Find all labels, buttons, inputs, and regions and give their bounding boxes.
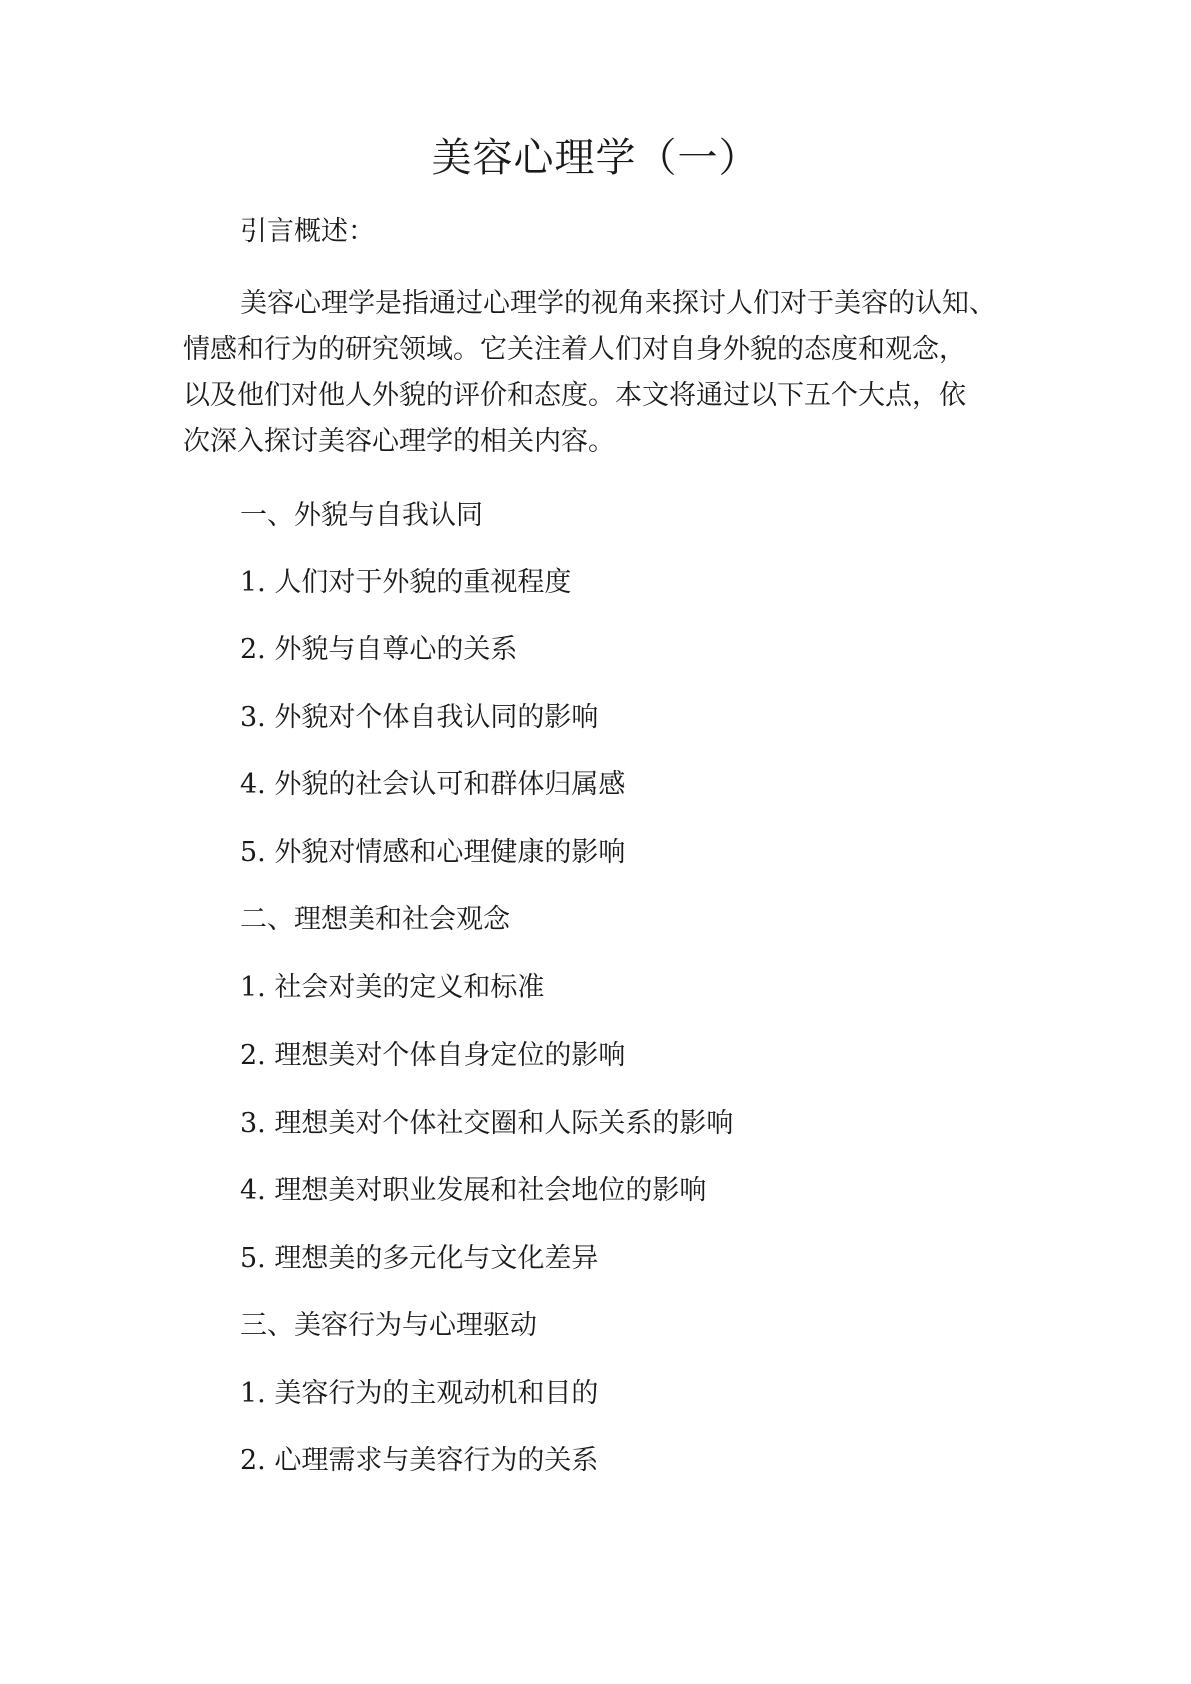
intro-paragraph-line-3: 以及他们对他人外貌的评价和态度。本文将通过以下五个大点，依 [183,380,966,411]
section-2-item-2: 2. 理想美对个体自身定位的影响 [240,1040,626,1071]
section-heading-3: 三、美容行为与心理驱动 [240,1310,537,1341]
section-1-item-5: 5. 外貌对情感和心理健康的影响 [240,837,626,868]
section-1-item-3: 3. 外貌对个体自我认同的影响 [240,702,599,733]
section-2-item-3: 3. 理想美对个体社交圈和人际关系的影响 [240,1108,734,1139]
intro-paragraph-line-2: 情感和行为的研究领域。它关注着人们对自身外貌的态度和观念， [183,334,966,365]
section-3-item-2: 2. 心理需求与美容行为的关系 [240,1445,599,1476]
section-1-item-2: 2. 外貌与自尊心的关系 [240,634,518,665]
section-1-item-4: 4. 外貌的社会认可和群体归属感 [240,769,626,800]
section-2-item-5: 5. 理想美的多元化与文化差异 [240,1243,599,1274]
section-heading-1: 一、外貌与自我认同 [240,500,483,531]
intro-paragraph-line-4: 次深入探讨美容心理学的相关内容。 [183,426,615,457]
intro-heading: 引言概述： [240,216,375,247]
section-3-item-1: 1. 美容行为的主观动机和目的 [240,1378,599,1409]
page-title: 美容心理学（一） [431,135,760,181]
section-heading-2: 二、理想美和社会观念 [240,904,510,935]
intro-paragraph-line-1: 美容心理学是指通过心理学的视角来探讨人们对于美容的认知、 [240,288,996,319]
section-2-item-1: 1. 社会对美的定义和标准 [240,972,545,1003]
section-2-item-4: 4. 理想美对职业发展和社会地位的影响 [240,1175,707,1206]
section-1-item-1: 1. 人们对于外貌的重视程度 [240,567,572,598]
